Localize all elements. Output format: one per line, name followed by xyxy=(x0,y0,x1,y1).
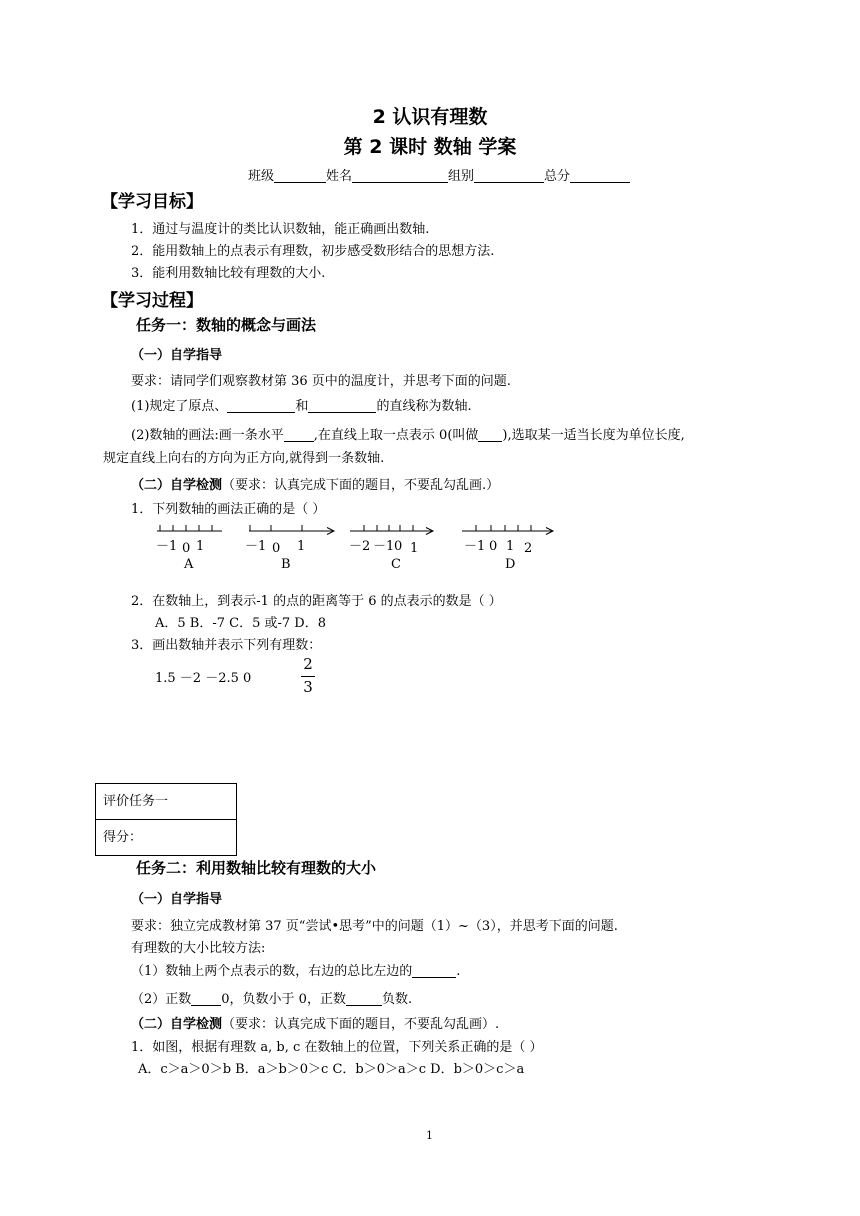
task2-method-2 xyxy=(131,988,412,1007)
evaluation-box-score[interactable]: 得分： xyxy=(96,819,236,855)
m1-text-a: （1）数轴上两个点表示的数，右边的总比左边的 xyxy=(131,964,413,979)
evaluation-box-title: 评价任务一 xyxy=(103,794,169,809)
goal-item-2: 2．能用数轴上的点表示有理数，初步感受数形结合的思想方法. xyxy=(131,244,495,259)
class-label: 班级 xyxy=(248,169,275,184)
axis-c-letter: C xyxy=(391,557,401,572)
q2-text-a: (2)数轴的画法:画一条水平 xyxy=(131,428,284,443)
goal-item-1: 1．通过与温度计的类比认识数轴，能正确画出数轴. xyxy=(131,222,430,237)
axis-d-label-4: 2 xyxy=(524,541,533,556)
task1-question-2 xyxy=(131,424,685,443)
goal-item-3: 3．能利用数轴比较有理数的大小. xyxy=(131,266,326,281)
m2-text-b: 0，负数小于 0，正数 xyxy=(221,992,346,1007)
q1-text-b: 和 xyxy=(295,399,309,414)
task1-check-q2-options: A．5 B．-7 C．5 或-7 D．8 xyxy=(155,616,326,631)
task2-title: 任务二：利用数轴比较有理数的大小 xyxy=(136,859,377,877)
m2-blank-1 xyxy=(191,991,221,1006)
task2-q1-options: A．c＞a＞0＞b B．a＞b＞0＞c C．b＞0＞a＞c D．b＞0＞c＞a xyxy=(138,1062,525,1077)
q1-text-a: (1)规定了原点、 xyxy=(131,399,228,414)
task1-title: 任务一：数轴的概念与画法 xyxy=(136,316,317,334)
m1-text-b: . xyxy=(456,964,461,979)
m2-blank-2 xyxy=(346,991,382,1006)
task2-check-heading xyxy=(131,1013,499,1032)
q2-text-b: ,在直线上取一点表示 0(叫做 xyxy=(313,428,479,443)
name-blank xyxy=(352,168,448,183)
axis-d-letter: D xyxy=(505,557,516,572)
axis-a-label-3: 1 xyxy=(196,539,205,554)
score-blank xyxy=(570,168,630,183)
task1-check-q2: 2．在数轴上，到表示-1 的点的距离等于 6 的点表示的数是（ ） xyxy=(131,594,502,609)
page-number: 1 xyxy=(426,1129,433,1142)
axis-c-label-3: 0 xyxy=(394,539,403,554)
goals-heading: 【学习目标】 xyxy=(101,192,203,212)
axis-a-letter: A xyxy=(184,557,194,572)
m2-text-c: 负数. xyxy=(381,992,413,1007)
number-line-options xyxy=(0,520,860,590)
class-blank xyxy=(274,168,326,183)
axis-b-label-3: 1 xyxy=(297,539,306,554)
m2-text-a: （2）正数 xyxy=(131,992,192,1007)
task2-method-1 xyxy=(131,960,460,979)
axis-d-label-3: 1 xyxy=(506,539,515,554)
q2-text-c: ),选取某一适当长度为单位长度, xyxy=(502,428,685,443)
process-heading: 【学习过程】 xyxy=(101,291,203,311)
task1-check-heading xyxy=(131,474,499,493)
axis-b-label-2: 0 xyxy=(272,541,281,556)
task1-check-q3: 3．画出数轴并表示下列有理数： xyxy=(131,638,322,653)
axis-c-line xyxy=(350,525,433,535)
score-label: 总分 xyxy=(544,169,571,184)
q1-blank-1 xyxy=(227,398,295,413)
fraction-bar xyxy=(301,676,315,677)
axis-b-label-1: －1 xyxy=(245,539,267,554)
group-label: 组别 xyxy=(448,169,475,184)
q1-text-c: 的直线称为数轴. xyxy=(376,399,472,414)
group-blank xyxy=(474,168,544,183)
axis-c-label-4: 1 xyxy=(410,541,419,556)
task2-check-heading-rest: （要求：认真完成下面的题目，不要乱勾乱画）. xyxy=(222,1017,500,1032)
axis-c-label-2: －1 xyxy=(373,539,395,554)
page-subtitle: 第 2 课时 数轴 学案 xyxy=(343,136,517,158)
axis-a-line xyxy=(157,525,222,531)
task1-requirement: 要求：请同学们观察教材第 36 页中的温度计，并思考下面的问题. xyxy=(131,374,511,389)
axis-b-letter: B xyxy=(281,557,291,572)
q1-blank-2 xyxy=(308,398,376,413)
fraction-denominator: 3 xyxy=(303,678,313,696)
task2-method: 有理数的大小比较方法: xyxy=(131,941,266,956)
q2-blank-1 xyxy=(284,427,314,442)
task2-requirement: 要求：独立完成教材第 37 页“尝试•思考”中的问题（1）~（3），并思考下面的问题. xyxy=(131,919,618,934)
page-title: 2 认识有理数 xyxy=(372,106,488,128)
task1-check-heading-bold: （二）自学检测 xyxy=(131,478,223,493)
task1-numbers: 1.5 －2 －2.5 0 xyxy=(155,671,252,686)
task2-guide-heading: （一）自学指导 xyxy=(131,892,223,907)
evaluation-box xyxy=(95,783,237,856)
task1-question-2-cont: 规定直线上向右的方向为正方向,就得到一条数轴. xyxy=(103,451,385,466)
axis-d-label-2: 0 xyxy=(489,539,498,554)
axis-a-label-2: 0 xyxy=(182,541,191,556)
m1-blank xyxy=(412,963,456,978)
axis-b-line xyxy=(249,525,334,535)
task1-check-heading-rest: （要求：认真完成下面的题目，不要乱勾乱画.） xyxy=(222,478,500,493)
axis-d-line xyxy=(462,525,553,535)
axis-d-label-1: －1 xyxy=(464,539,486,554)
task2-check-heading-bold: （二）自学检测 xyxy=(131,1017,223,1032)
axis-c-label-1: －2 xyxy=(349,539,371,554)
task2-q1: 1．如图，根据有理数 a, b, c 在数轴上的位置，下列关系正确的是（ ） xyxy=(131,1040,543,1055)
task1-question-1 xyxy=(131,395,472,414)
q2-blank-2 xyxy=(478,427,502,442)
fraction-numerator: 2 xyxy=(303,655,313,673)
axis-a-label-1: －1 xyxy=(156,539,178,554)
task1-guide-heading: （一）自学指导 xyxy=(131,348,223,363)
info-line xyxy=(248,165,630,184)
name-label: 姓名 xyxy=(326,169,353,184)
task1-check-q1: 1．下列数轴的画法正确的是（ ） xyxy=(131,502,326,517)
